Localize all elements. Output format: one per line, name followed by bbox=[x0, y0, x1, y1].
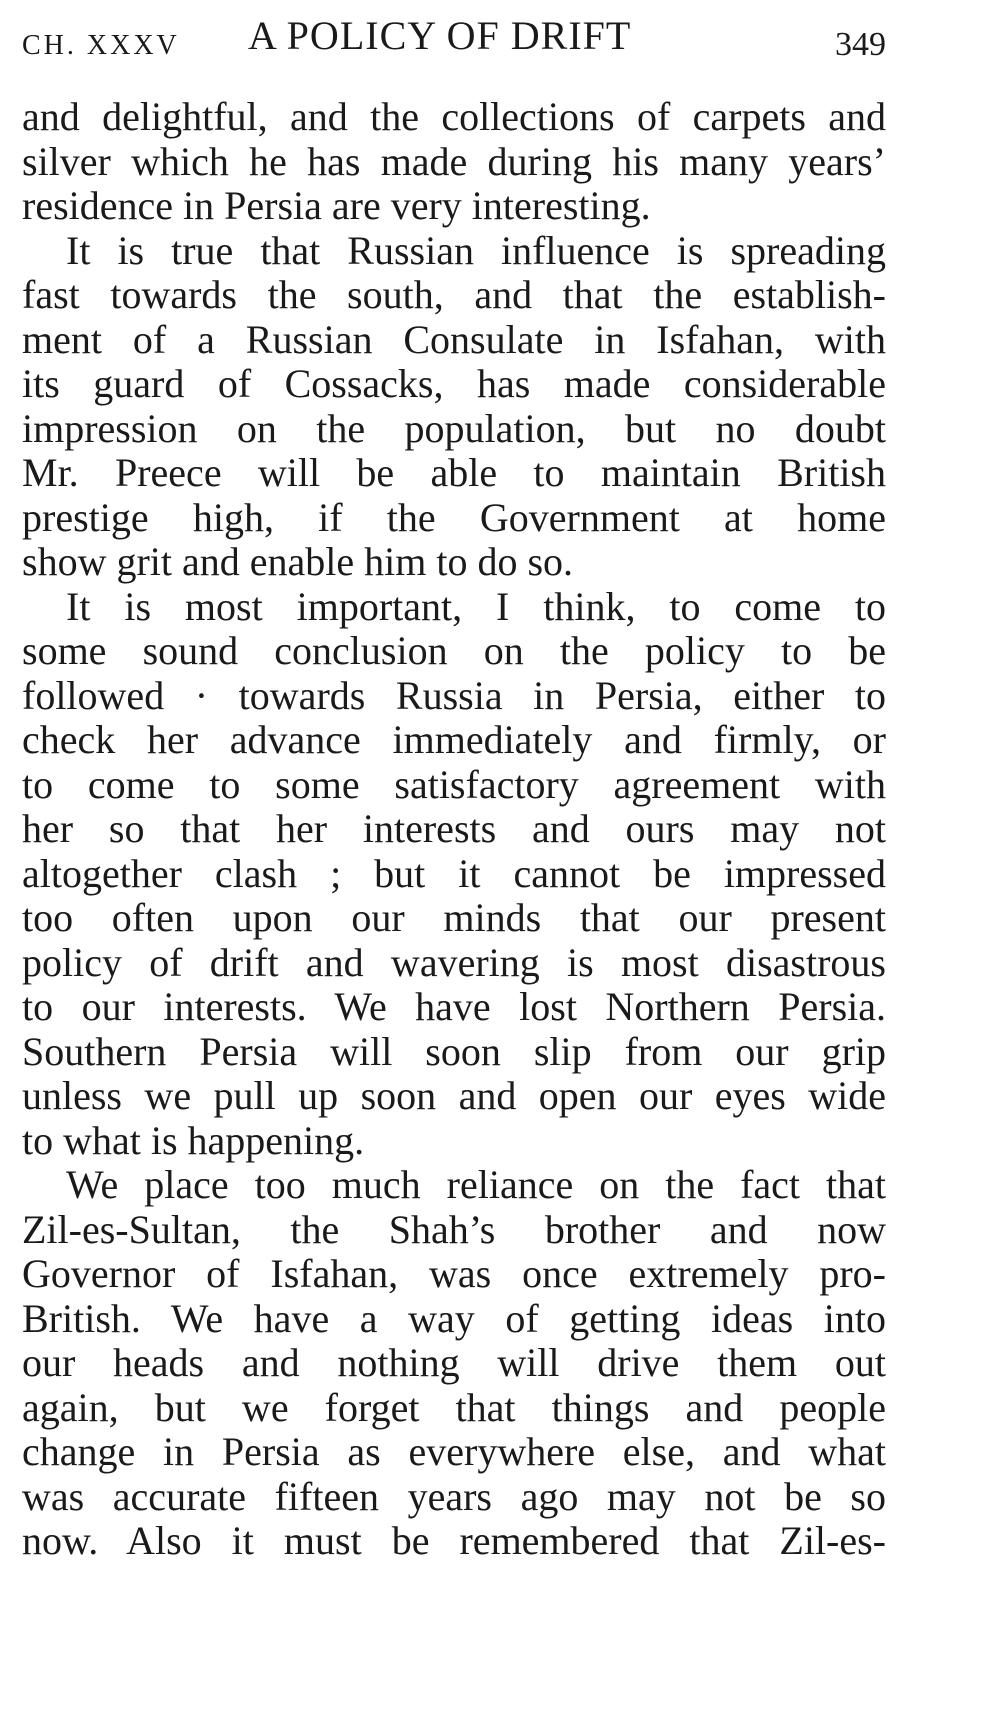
text-line: too often upon our minds that our present bbox=[22, 895, 886, 940]
text-line: its guard of Cossacks, has made considerable bbox=[22, 361, 886, 406]
text-line: again, but we forget that things and people bbox=[22, 1384, 886, 1430]
text-line: change in Persia as everywhere else, and what bbox=[22, 1429, 886, 1474]
text-line: Governor of Isfahan, was once extremely pro- bbox=[22, 1251, 886, 1296]
text-line: now. Also it must be remembered that Zil-es- bbox=[22, 1518, 886, 1563]
text-line: British. We have a way of getting ideas into bbox=[22, 1295, 886, 1341]
text-line: and delightful, and the collections of carpets and bbox=[22, 94, 886, 139]
text-line: ment of a Russian Consulate in Isfahan, with bbox=[22, 316, 886, 362]
text-line: followed · towards Russia in Persia, either to bbox=[22, 672, 886, 718]
text-line: check her advance immediately and firmly, or bbox=[22, 717, 886, 762]
text-line: her so that her interests and ours may not bbox=[22, 806, 886, 851]
body-text bbox=[22, 95, 886, 1564]
text-line: Mr. Preece will be able to maintain British bbox=[22, 450, 886, 495]
paragraph-4 bbox=[22, 1163, 886, 1564]
text-line: to come to some satisfactory agreement with bbox=[22, 761, 886, 807]
text-line: policy of drift and wavering is most disastrous bbox=[22, 939, 886, 985]
paragraph-1 bbox=[22, 95, 886, 229]
text-line: unless we pull up soon and open our eyes wide bbox=[22, 1073, 886, 1118]
text-line: It is most important, I think, to come to bbox=[66, 583, 886, 629]
text-line: prestige high, if the Government at home bbox=[22, 494, 886, 540]
text-line: to what is happening. bbox=[22, 1117, 365, 1163]
text-line: our heads and nothing will drive them out bbox=[22, 1340, 886, 1385]
text-line: impression on the population, but no doubt bbox=[22, 405, 886, 451]
running-head bbox=[22, 12, 886, 68]
paragraph-2 bbox=[22, 229, 886, 585]
text-line: to our interests. We have lost Northern Persia. bbox=[22, 984, 886, 1029]
text-line: some sound conclusion on the policy to be bbox=[22, 628, 886, 673]
text-line: silver which he has made during his many years’ bbox=[22, 138, 886, 184]
paragraph-3 bbox=[22, 585, 886, 1164]
text-line: Zil-es-Sultan, the Shah’s brother and now bbox=[22, 1206, 886, 1252]
page-number: 349 bbox=[835, 26, 886, 63]
text-line: residence in Persia are very interesting. bbox=[22, 183, 651, 228]
book-page bbox=[22, 0, 886, 1721]
running-title: A POLICY OF DRIFT bbox=[248, 13, 632, 58]
text-line: was accurate fifteen years ago may not be so bbox=[22, 1473, 886, 1519]
text-line: altogether clash ; but it cannot be impressed bbox=[22, 850, 886, 896]
text-line: It is true that Russian influence is spreading bbox=[66, 227, 886, 273]
text-line: fast towards the south, and that the establish- bbox=[22, 272, 886, 317]
chapter-label: CH. XXXV bbox=[22, 30, 180, 61]
text-line: Southern Persia will soon slip from our grip bbox=[22, 1028, 886, 1074]
text-line: show grit and enable him to do so. bbox=[22, 539, 574, 584]
text-line: We place too much reliance on the fact that bbox=[66, 1162, 886, 1207]
